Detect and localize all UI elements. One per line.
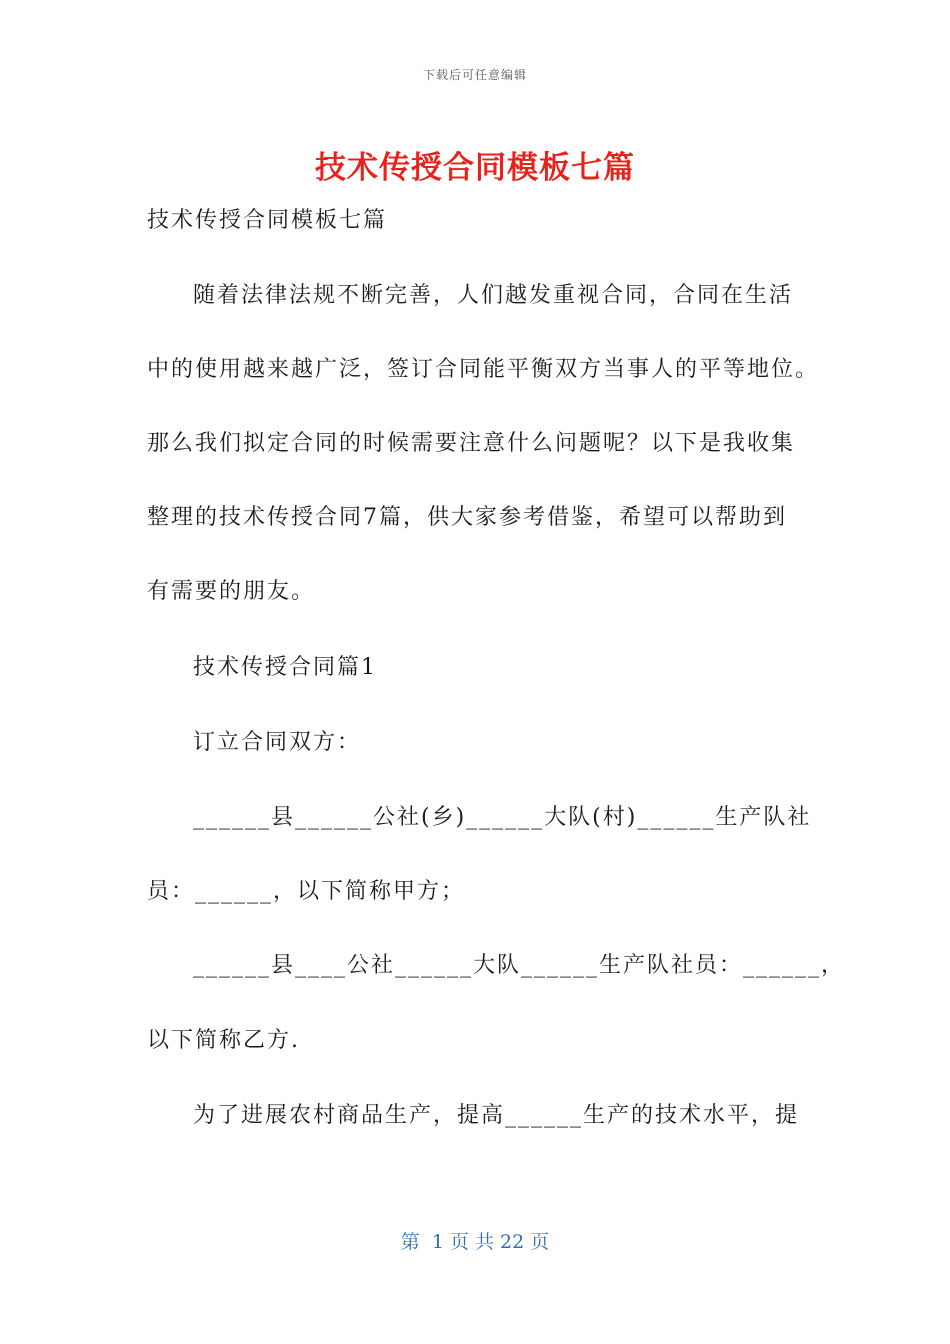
paragraph-line: 订立合同双方： xyxy=(193,730,362,755)
paragraph-line: 中的使用越来越广泛，签订合同能平衡双方当事人的平等地位。 xyxy=(147,357,820,382)
paragraph-line: 整理的技术传授合同7篇，供大家参考借鉴，希望可以帮助到 xyxy=(147,505,787,530)
section-heading: 技术传授合同篇1 xyxy=(193,655,377,680)
paragraph-line: 有需要的朋友。 xyxy=(147,579,316,604)
paragraph-line: ______县______公社(乡)______大队(村)______生产队社 xyxy=(193,805,812,830)
paragraph-line: 为了进展农村商品生产，提高______生产的技术水平，提 xyxy=(193,1103,800,1128)
document-title: 技术传授合同模板七篇 xyxy=(315,150,635,186)
paragraph-line: 以下简称乙方. xyxy=(147,1028,300,1053)
paragraph-line: 员：______，以下简称甲方； xyxy=(147,879,466,904)
paragraph-line: ______县____公社______大队______生产队社员：______， xyxy=(193,953,846,978)
paragraph-line-subtitle: 技术传授合同模板七篇 xyxy=(147,208,388,233)
paragraph-line: 那么我们拟定合同的时候需要注意什么问题呢？以下是我收集 xyxy=(147,431,796,456)
page-number-footer: 第 1 页 共 22 页 xyxy=(400,1231,550,1253)
header-note: 下载后可任意编辑 xyxy=(422,68,527,82)
paragraph-line: 随着法律法规不断完善，人们越发重视合同，合同在生活 xyxy=(193,283,794,308)
